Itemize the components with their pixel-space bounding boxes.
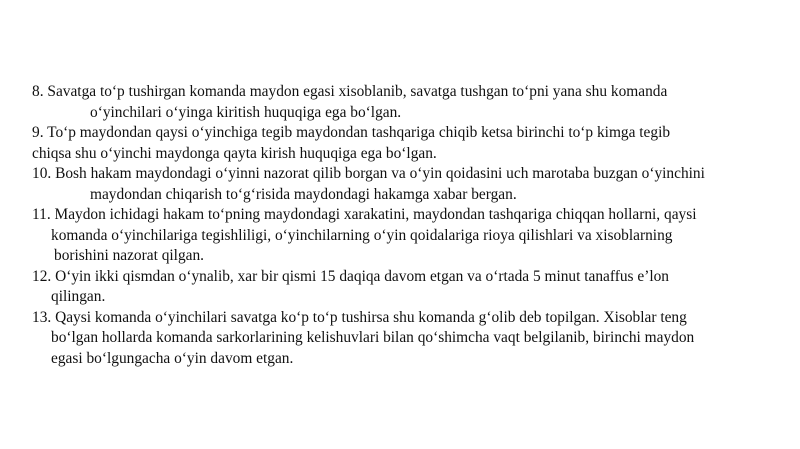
rule-item-9 — [32, 123, 792, 164]
rule-9-line-1: 9. To‘p maydondan qaysi o‘yinchiga tegib maydondan tashqariga chiqib ketsa birinchi to‘p kimga tegib — [32, 124, 671, 141]
rule-10-line-1: 10. Bosh hakam maydondagi o‘yinni nazorat qilib borgan va o‘yin qoidasini uch marotaba buzgan o‘yinchini — [32, 165, 705, 182]
rule-item-12 — [32, 267, 792, 308]
rule-12-line-2: qilingan. — [51, 288, 106, 305]
rule-item-11 — [32, 205, 792, 267]
rule-12-line-1: 12. O‘yin ikki qismdan o‘ynalib, xar bir qismi 15 daqiqa davom etgan va o‘rtada 5 minut tanaffus e’lon — [32, 267, 670, 285]
rules-list — [32, 82, 792, 369]
rule-8-line-2: o‘yinchilari o‘yinga kiritish huquqiga ega bo‘lgan. — [90, 103, 402, 121]
rule-item-13 — [32, 308, 792, 370]
rule-13-line-1: 13. Qaysi komanda o‘yinchilari savatga ko‘p to‘p tushirsa shu komanda g‘olib deb topilgan. Xisoblar teng — [32, 308, 687, 326]
rule-item-8 — [32, 82, 792, 123]
rule-11-line-3: borishini nazorat qilgan. — [54, 247, 205, 264]
rule-11-line-1: 11. Maydon ichidagi hakam to‘pning maydondagi xarakatini, maydondan tashqariga chiqqan hollarni, qaysi — [32, 206, 697, 223]
rule-9-line-2: chiqsa shu o‘yinchi maydonga qayta kirish huquqiga ega bo‘lgan. — [32, 144, 437, 162]
rule-8-line-1: 8. Savatga to‘p tushirgan komanda maydon egasi xisoblanib, savatga tushgan to‘pni yana shu komanda — [32, 83, 668, 100]
rule-11-line-2: komanda o‘yinchilariga tegishliligi, o‘yinchilarning o‘yin qoidalariga rioya qilishlari va xisoblarning — [51, 226, 673, 244]
rule-10-line-2: maydondan chiqarish to‘g‘risida maydondagi hakamga xabar bergan. — [90, 185, 517, 203]
rule-13-line-3: egasi bo‘lgungacha o‘yin davom etgan. — [51, 349, 294, 367]
rule-item-10 — [32, 164, 792, 205]
rule-13-line-2: bo‘lgan hollarda komanda sarkorlarining kelishuvlari bilan qo‘shimcha vaqt belgilanib, birinchi maydon — [51, 329, 695, 346]
